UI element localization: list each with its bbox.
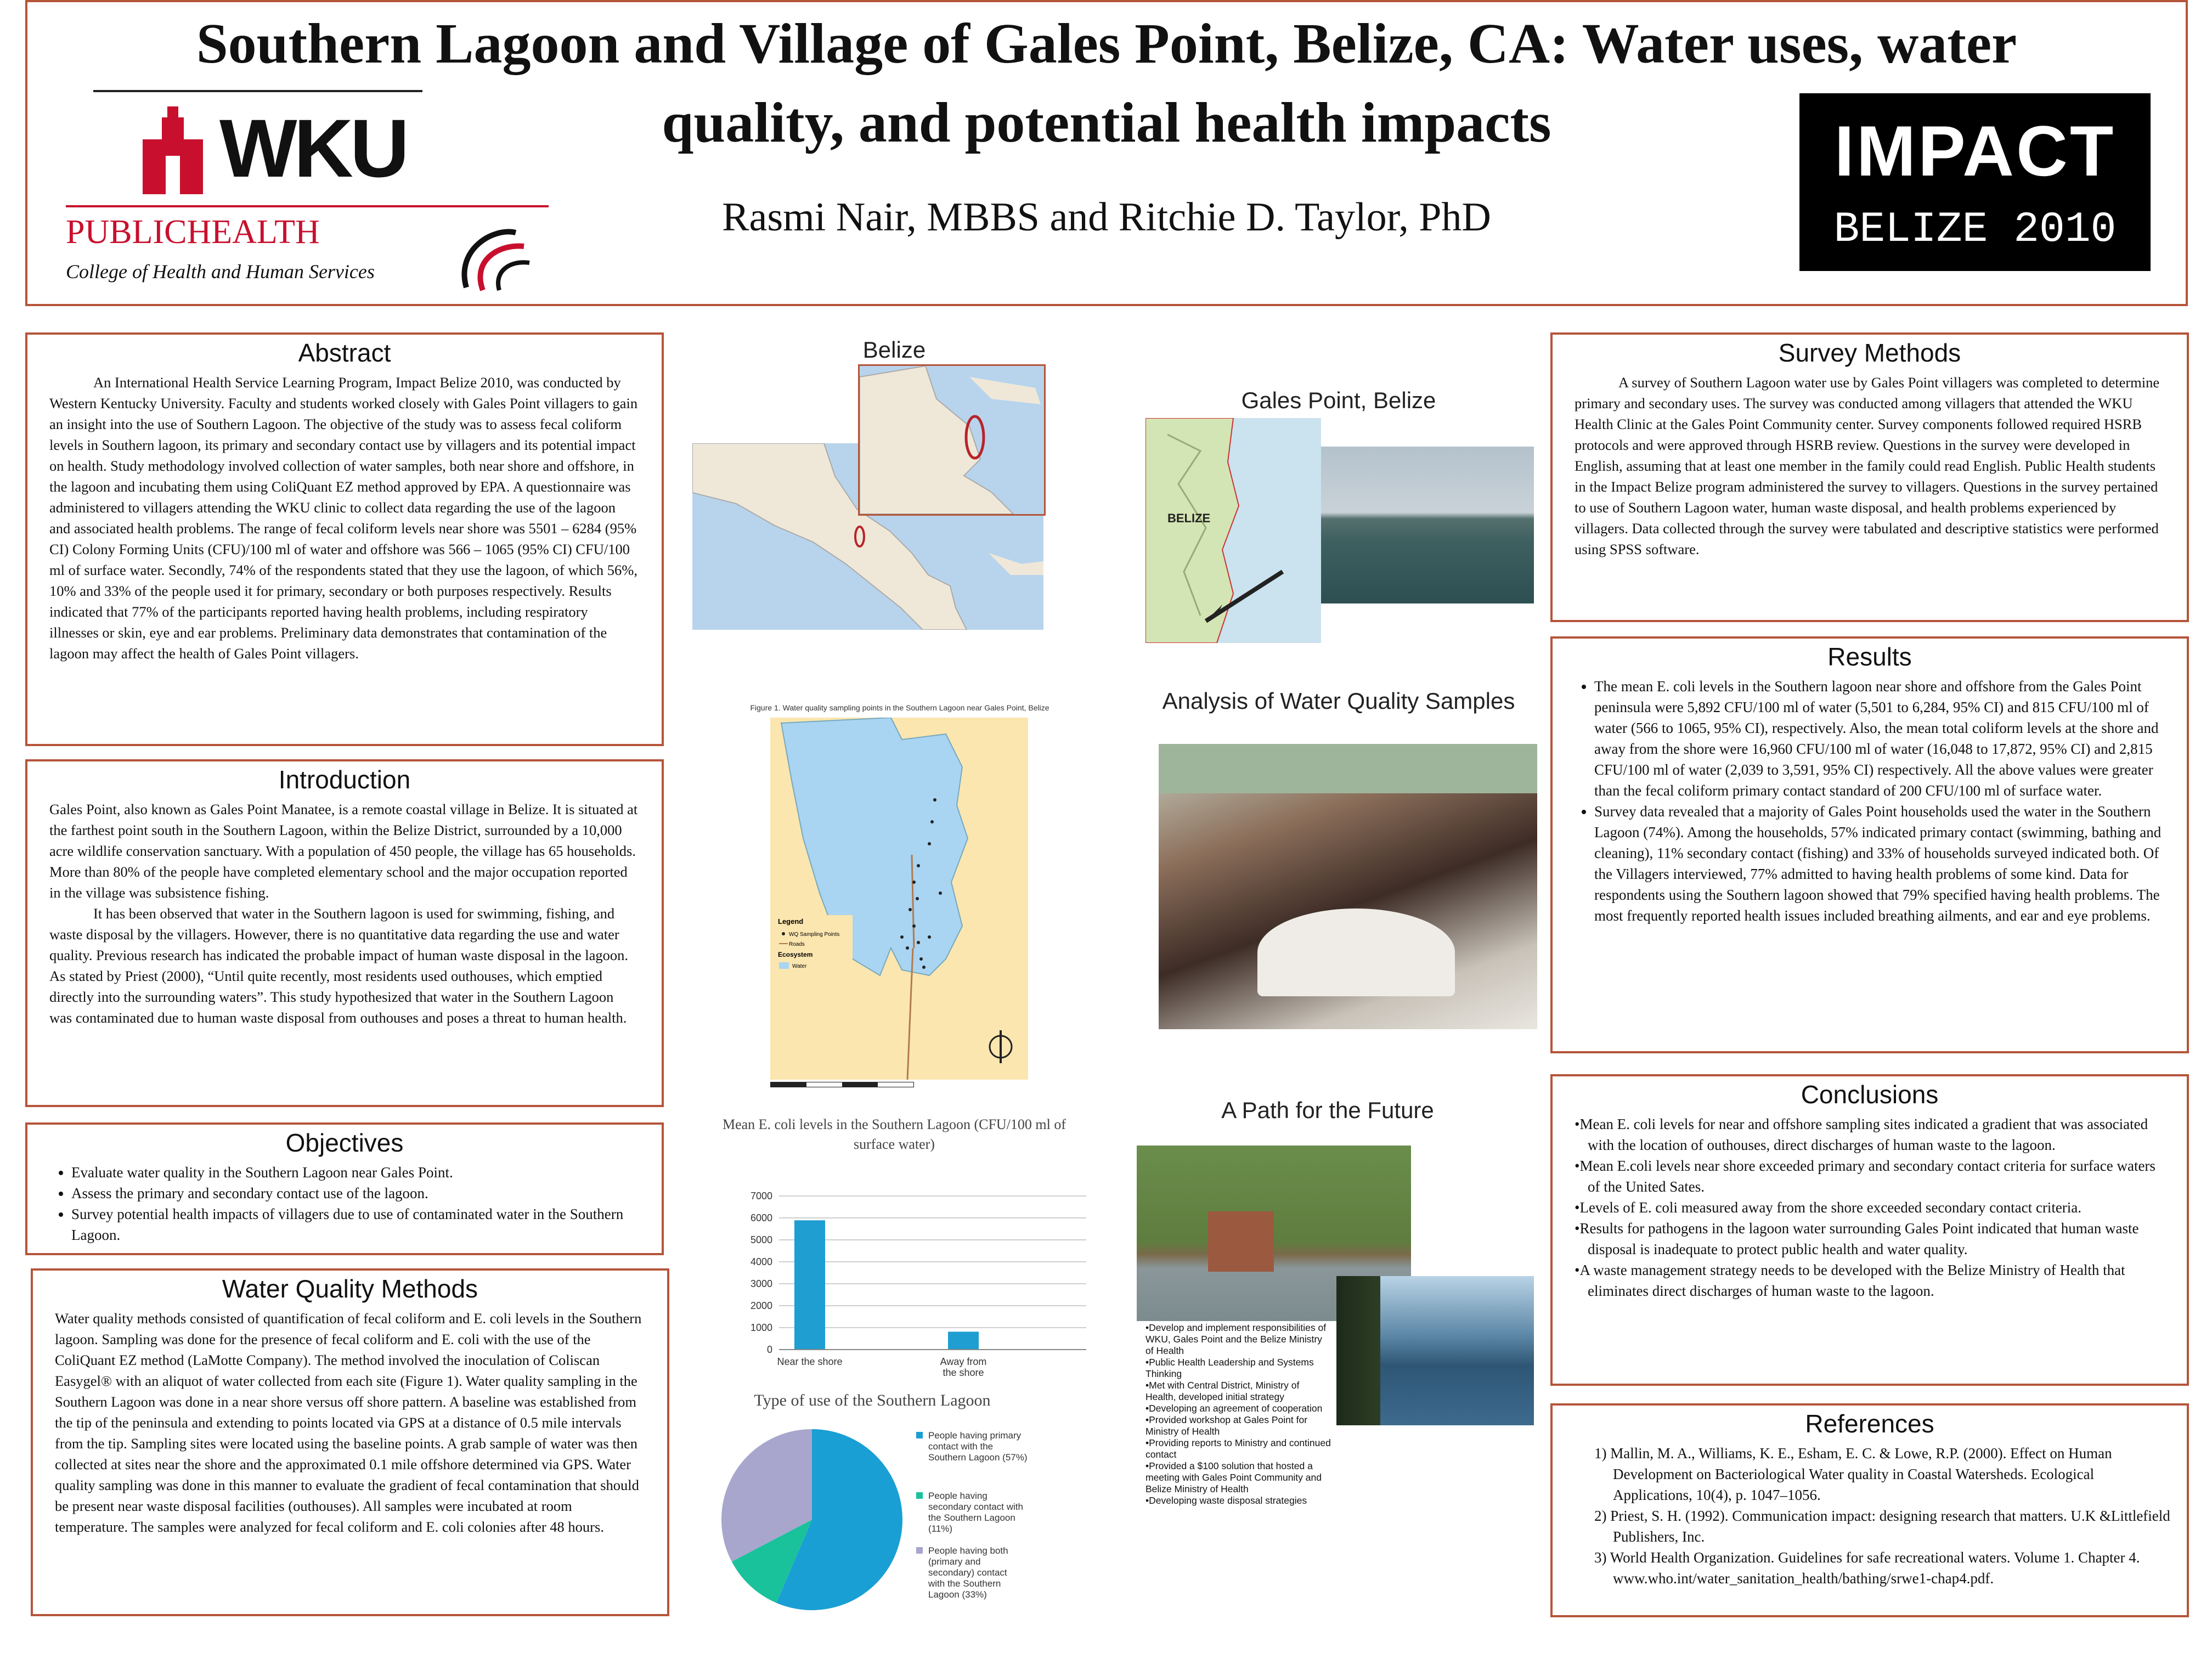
result-item: • The mean E. coli levels in the Southern lagoon near shore and offshore from the Gales Point peninsula were 5,892 CFU/100 ml of water (5,501 to 6,284, 95% CI) and 815 CFU/100 ml of water (566 to 1065, 95% CI), respectively. Also, the mean total coliform levels at the shore and away from the shore were 16,960 CFU/100 ml of water (16,048 to 17,872, 95% CI) and 2,815 CFU/100 ml of water (2,039 to 3,591, 95% CI) respectively. All the above values were greater than the fecal coliform primary contact standard of 200 CFU/100 ml of surface water. — [1594, 676, 2170, 801]
title-line-1: Southern Lagoon and Village of Gales Point, Belize, CA: Water uses, water — [196, 12, 2017, 75]
y-tick-label: 1000 — [750, 1322, 772, 1333]
figure1-caption: Figure 1. Water quality sampling points in the Southern Lagoon near Gales Point, Belize — [750, 703, 1049, 712]
objective-item: • Assess the primary and secondary contact use of the lagoon. — [71, 1183, 640, 1204]
x-category-label: Away from the shore — [940, 1356, 987, 1378]
future-item: •Develop and implement responsibilities of WKU, Gales Point and the Belize Ministry of Health — [1146, 1322, 1327, 1356]
pie-chart — [719, 1415, 1103, 1635]
analysis-label: Analysis of Water Quality Samples — [1162, 688, 1515, 714]
abstract-text: An International Health Service Learning Program, Impact Belize 2010, was conducted by Western Kentucky University. Faculty and students worked closely with Gales Point villagers to gain an insight into the use of Southern Lagoon. The objective of the study was to assess fecal coliform levels in Southern lagoon, its primary and secondary contact use by villagers and its potential impact on health. Study methodology involved collection of water samples, both near shore and offshore, in the lagoon and incubating them using ColiQuant EZ method approved by EPA. A questionnaire was administered to villagers attending the WKU clinic to collect data regarding the use of the lagoon and associated health problems. The range of fecal coliform levels near shore was 5501 – 6284 (95% CI) Colony Forming Units (CFU)/100 ml of water and offshore was 566 – 1065 (95% CI) CFU/100 ml of surface water. Secondly, 74% of the respondents stated that they use the lagoon, of which 56%, 10% and 33% of the people used it for primary, secondary or both purposes respectively. Results indicated that 77% of the participants reported having health problems, including respiratory illnesses or skin, eye and ear problems. Preliminary data demonstrates that contamination of the lagoon may affect the health of Gales Point villagers. — [49, 374, 638, 662]
introduction-p2: It has been observed that water in the Southern lagoon is used for swimming, fishing, and waste disposal by the villagers. However, there is no quantitative data regarding the use and water quality. Previous research has indicated the probable impact of human waste disposal in the lagoon. As stated by Priest (2000), “Until quite recently, most residents used outhouses, which emptied directly into the surrounding waters”. This study hypothesized that water in the Southern Lagoon was contaminated due to human waste disposal from outhouses and poses a threat to human health. — [49, 905, 629, 1026]
college-name: College of Health and Human Services — [66, 261, 375, 283]
conclusion-item: •Levels of E. coli measured away from the shore exceeded secondary contact criteria. — [1575, 1199, 2082, 1216]
introduction-heading: Introduction — [278, 765, 411, 794]
y-tick-label: 7000 — [750, 1190, 772, 1201]
inset-map-shapes — [860, 366, 1044, 514]
legend-ecosystem: Ecosystem — [778, 951, 813, 958]
north-arrow-icon — [990, 1030, 1012, 1063]
public-health-logo — [49, 205, 543, 298]
gales-point-map-shapes — [1146, 418, 1321, 643]
future-item: •Providing reports to Ministry and continued contact — [1146, 1437, 1331, 1460]
reference-item: 3) World Health Organization. Guidelines for safe recreational waters. Volume 1. Chapter 4. www.who.int/water_sanitation_health/bathing/srwe1-chap4.pdf. — [1594, 1549, 2140, 1587]
sampling-points-map — [770, 718, 1028, 1080]
belize-2010-text: BELIZE 2010 — [1833, 206, 2117, 254]
survey-heading: Survey Methods — [1778, 338, 1961, 367]
future-list — [1146, 1322, 1332, 1506]
conclusion-item: •Results for pathogens in the lagoon water surrounding Gales Point indicated that human waste disposal is inadequate to protect public health and water quality. — [1575, 1220, 2139, 1257]
y-tick-label: 5000 — [750, 1234, 772, 1245]
y-tick-label: 0 — [766, 1344, 772, 1355]
wq-methods-heading: Water Quality Methods — [222, 1274, 478, 1303]
future-item: •Developing an agreement of cooperation — [1146, 1403, 1323, 1414]
introduction-p1: Gales Point, also known as Gales Point Manatee, is a remote coastal village in Belize. It is situated at the farthest point south in the Southern Lagoon, within the Belize District, surrounded by a 10,000 acre wildlife conservation sanctuary. With a population of 450 people, the village has 65 households. More than 80% of the people have completed elementary school and the major occupation reported in the village was subsistence fishing. — [49, 801, 638, 901]
survey-text: A survey of Southern Lagoon water use by Gales Point villagers was completed to determine primary and secondary uses. The survey was conducted among villagers that attended the WKU Health Clinic at the Gales Point Community center. Survey components followed required HSRB protocols and were approved through HSRB review. Questions in the survey were developed in English, assuming that at least one member in the family could read English. Public Health students in the Impact Belize program administered the survey to villagers. Questions in the survey pertained to use of Southern Lagoon water, human waste disposal, and health problems experienced by villagers. Data collected through the survey were tabulated and descriptive statistics were performed using SPSS software. — [1575, 374, 2160, 557]
legend-swatch — [916, 1432, 923, 1438]
legend-label: People having both (primary and secondary) contact with the Southern Lagoon (33%) — [928, 1545, 1008, 1600]
impact-wordmark: IMPACT — [1834, 111, 2116, 191]
health-word: HEALTH — [187, 213, 320, 251]
y-tick-label: 6000 — [750, 1212, 772, 1223]
legend-swatch — [916, 1547, 923, 1554]
introduction-box — [25, 759, 664, 1107]
bar-chart-title: Mean E. coli levels in the Southern Lagoon (CFU/100 ml of surface water) — [722, 1116, 1066, 1152]
conclusion-item: •Mean E.coli levels near shore exceeded primary and secondary contact criteria for surface waters of the United Sates. — [1575, 1158, 2155, 1195]
results-heading: Results — [1827, 642, 1912, 671]
abstract-heading: Abstract — [298, 338, 391, 367]
bar-chart — [730, 1185, 1114, 1383]
conclusions-heading: Conclusions — [1801, 1080, 1939, 1109]
scale-bar — [770, 1082, 914, 1087]
y-tick-label: 3000 — [750, 1278, 772, 1289]
objective-item: • Evaluate water quality in the Southern Lagoon near Gales Point. — [71, 1162, 640, 1183]
header-box — [25, 0, 2188, 306]
authors: Rasmi Nair, MBBS and Ritchie D. Taylor, PhD — [722, 195, 1491, 240]
bar — [794, 1220, 825, 1350]
legend-swatch — [916, 1492, 923, 1499]
gales-point-map — [1146, 418, 1321, 643]
swirl-icon — [450, 216, 532, 298]
future-item: •Provided a $100 solution that hosted a meeting with Gales Point Community and Belize Ministry of Health — [1146, 1460, 1322, 1494]
wku-tower-icon — [132, 106, 214, 200]
wku-logo — [93, 90, 433, 200]
future-item: •Met with Central District, Ministry of Health, developed initial strategy — [1146, 1380, 1300, 1402]
future-label: A Path for the Future — [1221, 1097, 1434, 1123]
legend-item: WQ Sampling Points — [789, 932, 840, 938]
analysis-photo — [1159, 744, 1537, 1029]
objectives-heading: Objectives — [285, 1128, 404, 1157]
wq-methods-box — [31, 1268, 669, 1616]
sampling-map-shapes — [770, 718, 1028, 1080]
palm-lagoon-photo — [1336, 1276, 1534, 1425]
results-box — [1550, 636, 2189, 1053]
conclusion-item: •A waste management strategy needs to be developed with the Belize Ministry of Health that eliminates direct discharges of human waste to the lagoon. — [1575, 1262, 2125, 1299]
references-heading: References — [1805, 1409, 1934, 1438]
inset-map — [858, 364, 1046, 516]
future-item: •Developing waste disposal strategies — [1146, 1495, 1307, 1506]
bar — [948, 1331, 979, 1350]
legend-item: Roads — [789, 941, 805, 947]
impact-belize-logo — [1799, 93, 2151, 271]
survey-box — [1550, 332, 2189, 622]
legend-water: Water — [792, 963, 807, 969]
objective-item: • Survey potential health impacts of villagers due to use of contaminated water in the Southern Lagoon. — [71, 1204, 640, 1245]
reference-item: 2) Priest, S. H. (1992). Communication impact: designing research that matters. U.K &Littlefield Publishers, Inc. — [1594, 1508, 2170, 1545]
belize-map-text: BELIZE — [1167, 511, 1211, 525]
conclusions-box — [1550, 1074, 2189, 1386]
x-category-label: Near the shore — [777, 1356, 843, 1367]
lagoon-photo — [1321, 447, 1534, 603]
wq-methods-text: Water quality methods consisted of quantification of fecal coliform and E. coli levels in the Southern lagoon. Sampling was done for the presence of fecal coliform and E. coli with the use of the ColiQuant EZ method (LaMotte Company). The method involved the inoculation of Coliscan Easygel® with an aliquot of water collected from each site (Figure 1). Water quality sampling in the Southern Lagoon was done in a near shore versus off shore pattern. A baseline was established from the tip of the peninsula and extending to points located via GPS at a distance of 0.5 mile intervals from the tip. Sampling sites were located using the baseline points. A grab sample of water was then collected at sites near the shore and the approximated 0.1 mile offshore determined via GPS. Water quality sampling was done in this manner to evaluate the gradient of fecal contamination that should be present near waste disposal facilities (outhouses). All samples were incubated at room temperature. The samples were analyzed for fecal coliform and E. coli colonies after 48 hours. — [55, 1310, 642, 1535]
future-item: •Provided workshop at Gales Point for Ministry of Health — [1146, 1414, 1308, 1437]
title-line-2: quality, and potential health impacts — [662, 91, 1551, 154]
abstract-box — [25, 332, 664, 746]
legend-label: People having primary contact with the Southern Lagoon (57%) — [928, 1430, 1028, 1463]
public-word: PUBLIC — [66, 213, 187, 251]
legend-title: Legend — [778, 917, 804, 926]
reference-item: 1) Mallin, M. A., Williams, K. E., Esham, E. C. & Lowe, R.P. (2000). Effect on Human Development on Bacteriological Water quality in Coastal Watersheds. Ecological Applications, 10(4), p. 1047–1056. — [1594, 1445, 2112, 1503]
gales-point-label: Gales Point, Belize — [1241, 387, 1436, 413]
wku-wordmark: WKU — [219, 102, 407, 194]
objectives-box — [25, 1122, 664, 1255]
legend-label: People having secondary contact with the Southern Lagoon (11%) — [928, 1491, 1023, 1534]
y-tick-label: 2000 — [750, 1300, 772, 1311]
future-item: •Public Health Leadership and Systems Thinking — [1146, 1357, 1314, 1379]
result-item: • Survey data revealed that a majority of Gales Point households used the water in the Southern Lagoon (74%). Among the households, 57% indicated primary contact (swimming, bathing and cleaning), 11% secondary contact (fishing) and 33% of households surveyed indicated both. Of the Villagers interviewed, 77% admitted to having health problems of some kind. Data for respondents using the Southern lagoon showed that 79% specified having health problems. The most frequently reported health issues included breathing ailments, and ear and eye problems. — [1594, 801, 2170, 926]
y-tick-label: 4000 — [750, 1256, 772, 1267]
conclusion-item: •Mean E. coli levels for near and offshore sampling sites indicated a gradient that was associated with the location of outhouses, direct discharges of human waste to the lagoon. — [1575, 1116, 2148, 1153]
pie-chart-title: Type of use of the Southern Lagoon — [754, 1391, 991, 1409]
references-box — [1550, 1403, 2189, 1617]
belize-label: Belize — [862, 337, 926, 363]
